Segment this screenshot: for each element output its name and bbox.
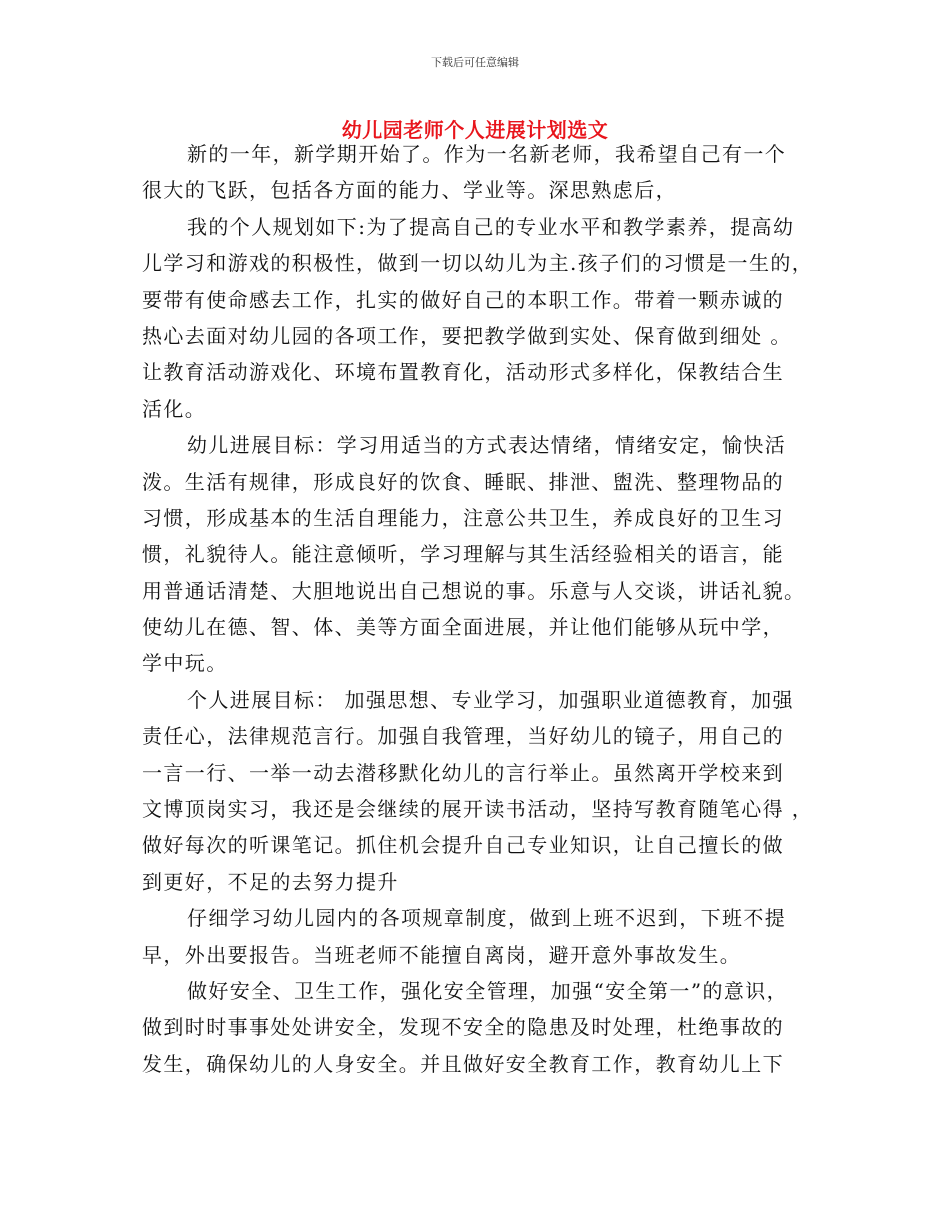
text-line: 让教育活动游戏化、环境布置教育化，活动形式多样化，保教结合生 — [142, 360, 784, 385]
text-line: 到更好，不足的去努力提升 — [142, 869, 399, 894]
document-body — [142, 136, 822, 1082]
text-line: 学中玩。 — [142, 651, 228, 676]
text-line: 惯，礼貌待人。能注意倾听，学习理解与其生活经验相关的语言，能 — [142, 542, 784, 567]
text-line: 很大的飞跃，包括各方面的能力、学业等。深思熟虑后， — [142, 178, 677, 203]
text-line: 使幼儿在德、智、体、美等方面全面进展，并让他们能够从玩中学， — [142, 615, 784, 640]
text-line: 我的个人规划如下:为了提高自己的专业水平和教学素养，提高幼 — [187, 214, 795, 239]
text-line: 早，外出要报告。当班老师不能擅自离岗，避开意外事故发生。 — [142, 942, 742, 967]
text-line: 文博顶岗实习，我还是会继续的展开读书活动，坚持写教育随笔心得 ， — [142, 797, 814, 822]
paragraph-safety — [142, 973, 822, 1082]
text-line: 新的一年，新学期开始了。作为一名新老师，我希望自己有一个 — [187, 142, 787, 166]
paragraph-personal-plan — [142, 209, 822, 427]
text-line: 泼。生活有规律，形成良好的饮食、睡眠、排泄、盥洗、整理物品的 — [142, 469, 784, 494]
text-line: 儿学习和游戏的积极性，做到一切以幼儿为主.孩子们的习惯是一生的， — [142, 251, 814, 276]
paragraph-rules — [142, 900, 822, 973]
text-line: 要带有使命感去工作，扎实的做好自己的本职工作。带着一颗赤诚的 — [142, 287, 784, 312]
text-line: 做好每次的听课笔记。抓住机会提升自己专业知识，让自己擅长的做 — [142, 833, 784, 858]
text-line: 一言一行、一举一动去潜移默化幼儿的言行举止。虽然离开学校来到 — [142, 760, 784, 785]
text-line: 做到时时事事处处讲安全，发现不安全的隐患及时处理，杜绝事故的 — [142, 1015, 784, 1040]
text-line: 热心去面对幼儿园的各项工作，要把教学做到实处、保育做到细处 。 — [142, 323, 792, 348]
text-line: 仔细学习幼儿园内的各项规章制度，做到上班不迟到，下班不提 — [187, 906, 787, 931]
paragraph-child-goals — [142, 427, 822, 682]
paragraph-intro — [142, 136, 822, 209]
paragraph-personal-goals — [142, 682, 822, 900]
text-line: 做好安全、卫生工作，强化安全管理，加强“安全第一”的意识， — [187, 978, 789, 1003]
header-note: 下载后可任意编辑 — [431, 56, 519, 69]
text-line: 个人进展目标： 加强思想、专业学习，加强职业道德教育，加强 — [187, 687, 794, 712]
text-line: 幼儿进展目标：学习用适当的方式表达情绪，情绪安定，愉快活 — [187, 433, 787, 458]
text-line: 用普通话清楚、大胆地说出自己想说的事。乐意与人交谈，讲话礼貌。 — [142, 578, 806, 603]
text-line: 习惯，形成基本的生活自理能力，注意公共卫生，养成良好的卫生习 — [142, 505, 784, 530]
text-line: 活化。 — [142, 396, 207, 421]
page-title: 幼儿园老师个人进展计划选文 — [341, 118, 609, 142]
text-line: 责任心，法律规范言行。加强自我管理，当好幼儿的镜子，用自己的 — [142, 724, 784, 749]
text-line: 发生，确保幼儿的人身安全。并且做好安全教育工作，教育幼儿上下 — [142, 1051, 784, 1076]
